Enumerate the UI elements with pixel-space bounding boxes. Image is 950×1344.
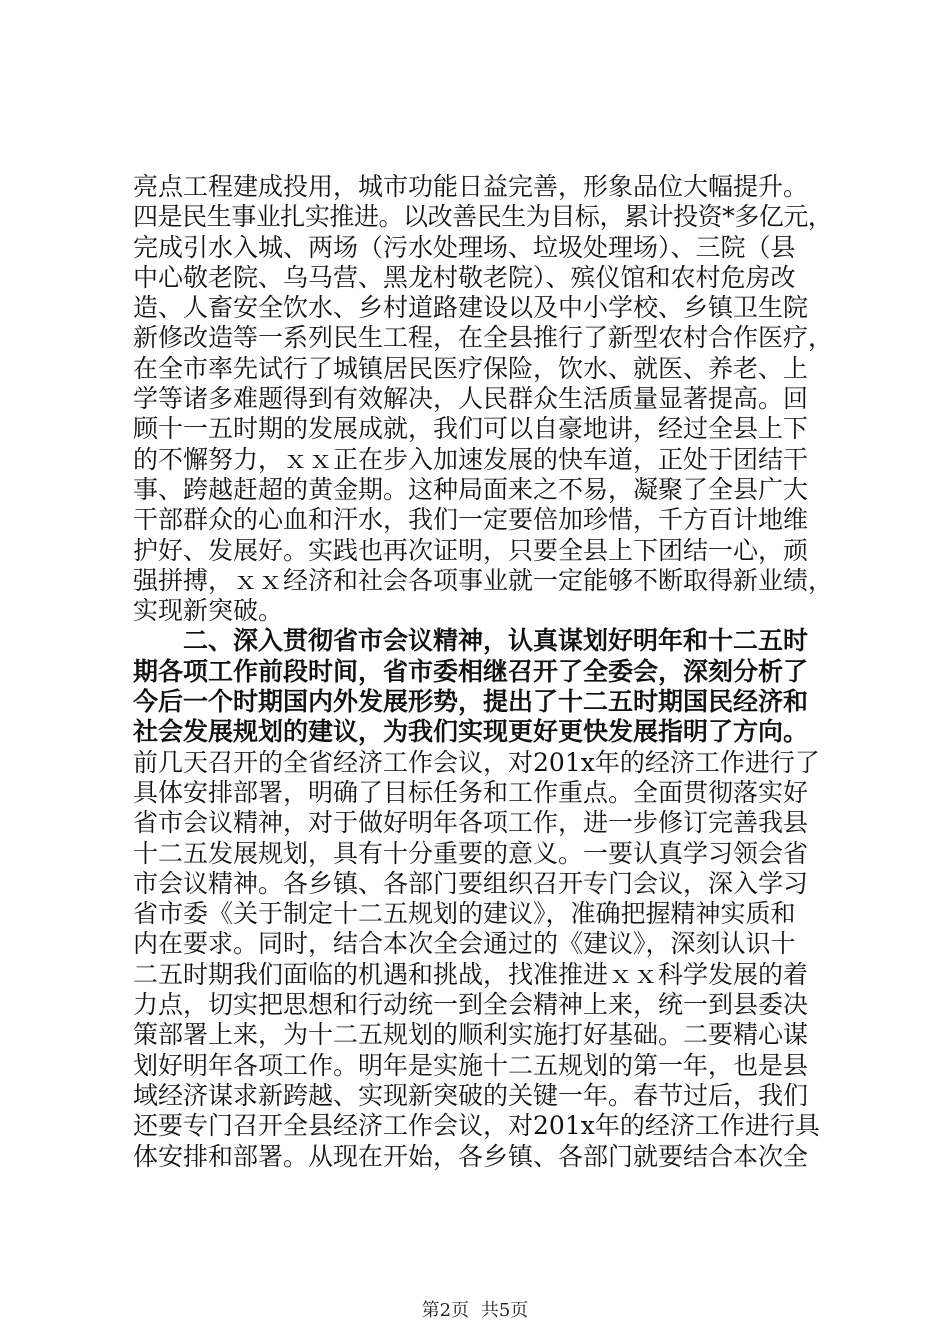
text-line: 干部群众的心血和汗水，我们一定要倍加珍惜，千方百计地维 — [133, 505, 809, 535]
text-line: 的不懈努力，ｘｘ正在步入加速发展的快车道，正处于团结干 — [133, 444, 809, 474]
text-line: 实现新突破。 — [133, 596, 284, 626]
text-line: 内在要求。同时，结合本次全会通过的《建议》，深刻认识十 — [133, 929, 796, 959]
text-line: 中心敬老院、乌马营、黑龙村敬老院）、殡仪馆和农村危房改 — [133, 262, 796, 292]
document-body — [133, 172, 833, 1172]
text-line: 省市会议精神，对于做好明年各项工作，进一步修订完善我县 — [133, 808, 809, 838]
text-line: 十二五发展规划，具有十分重要的意义。一要认真学习领会省 — [133, 838, 809, 868]
text-line: 前几天召开的全省经济工作会议，对201x年的经济工作进行了 — [133, 747, 820, 777]
text-line: 力点，切实把思想和行动统一到全会精神上来，统一到县委决 — [133, 990, 809, 1020]
text-line: 亮点工程建成投用，城市功能日益完善，形象品位大幅提升。 — [133, 172, 809, 201]
text-line: 策部署上来，为十二五规划的顺利实施打好基础。二要精心谋 — [133, 1020, 809, 1050]
text-line: 造、人畜安全饮水、乡村道路建设以及中小学校、乡镇卫生院 — [133, 293, 809, 323]
text-line: 新修改造等一系列民生工程，在全县推行了新型农村合作医疗， — [133, 323, 833, 353]
text-line: 完成引水入城、两场（污水处理场、垃圾处理场）、三院（县 — [133, 232, 796, 262]
text-line: 社会发展规划的建议，为我们实现更好更快发展指明了方向。 — [133, 717, 809, 747]
page-footer — [0, 1296, 950, 1322]
text-line: 二五时期我们面临的机遇和挑战，找准推进ｘｘ科学发展的着 — [133, 959, 809, 989]
page-number: 第2页 — [421, 1300, 470, 1321]
text-line: 省市委《关于制定十二五规划的建议》，准确把握精神实质和 — [133, 899, 796, 929]
text-line: 期各项工作前段时间，省市委相继召开了全委会，深刻分析了 — [133, 656, 809, 686]
text-line: 划好明年各项工作。明年是实施十二五规划的第一年，也是县 — [133, 1050, 809, 1080]
text-line: 市会议精神。各乡镇、各部门要组织召开专门会议，深入学习 — [133, 868, 809, 898]
text-line: 今后一个时期国内外发展形势，提出了十二五时期国民经济和 — [133, 687, 809, 717]
text-line: 强拼搏，ｘｘ经济和社会各项事业就一定能够不断取得新业绩， — [133, 565, 833, 595]
text-line: 在全市率先试行了城镇居民医疗保险，饮水、就医、养老、上 — [133, 353, 809, 383]
text-line: 护好、发展好。实践也再次证明，只要全县上下团结一心，顽 — [133, 535, 809, 565]
text-line: 域经济谋求新跨越、实现新突破的关键一年。春节过后，我们 — [133, 1080, 809, 1110]
text-line: 事、跨越赶超的黄金期。这种局面来之不易，凝聚了全县广大 — [133, 474, 809, 504]
text-line: 还要专门召开全县经济工作会议，对201x年的经济工作进行具 — [133, 1111, 820, 1141]
text-line: 学等诸多难题得到有效解决，人民群众生活质量显著提高。回 — [133, 384, 809, 414]
page-total: 共5页 — [480, 1300, 529, 1321]
text-line: 具体安排部署，明确了目标任务和工作重点。全面贯彻落实好 — [133, 777, 809, 807]
text-line: 四是民生事业扎实推进。以改善民生为目标，累计投资*多亿元， — [133, 202, 833, 232]
text-line: 顾十一五时期的发展成就，我们可以自豪地讲，经过全县上下 — [133, 414, 809, 444]
text-line: 二、深入贯彻省市会议精神，认真谋划好明年和十二五时 — [183, 626, 809, 656]
text-line: 体安排和部署。从现在开始，各乡镇、各部门就要结合本次全 — [133, 1141, 809, 1171]
